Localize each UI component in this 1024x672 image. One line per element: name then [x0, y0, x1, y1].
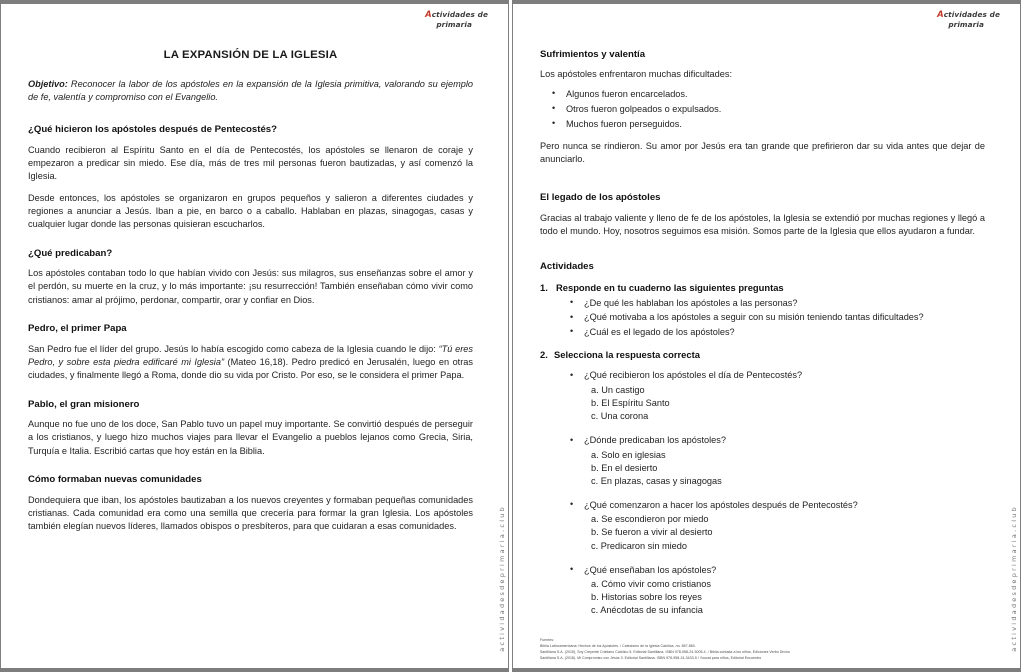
- objective-text: Reconocer la labor de los apóstoles en la expansión de la Iglesia primitiva, valorando su ejemplo de fe, valentía y compromiso con el Evangelio.: [28, 79, 473, 103]
- list-item: • Algunos fueron encarcelados.: [540, 88, 985, 102]
- list-item: • Muchos fueron perseguidos.: [540, 118, 985, 132]
- section-heading-sufrimientos: Sufrimientos y valentía: [540, 49, 646, 60]
- left-page: [0, 0, 509, 672]
- brand-line1-right: ctividades de: [943, 10, 1000, 19]
- section-heading-pentecostes: ¿Qué hicieron los apóstoles después de Pentecostés?: [28, 124, 277, 136]
- section-heading-predicaban: ¿Qué predicaban?: [28, 247, 113, 259]
- sources-line: Biblia Latinoamericana: Hechos de los Apóstoles. / Catecismo de la Iglesia Católica, nn. 857-860.: [540, 643, 696, 648]
- sources-line: Santillana S.A. (2015), Soy Creyente Cristiano Católico 5. Editorial Santillana. ISBN 978-958-24-3005-4. / Biblia contada a los niños, Ediciones Verbo Divino: [540, 649, 790, 654]
- section-heading-pablo: Pablo, el gran misionero: [28, 398, 140, 410]
- mcq-question: • ¿Dónde predicaban los apóstoles?: [540, 434, 985, 448]
- suffering-section: [540, 49, 985, 166]
- mcq-option: a. Se escondieron por miedo: [591, 514, 709, 525]
- section-heading-legado: El legado de los apóstoles: [540, 192, 661, 204]
- objective-label: Objetivo:: [28, 79, 68, 89]
- brand-initial-right: A: [937, 9, 944, 19]
- brand-logo: [402, 9, 488, 29]
- pedro-quote: “Tú eres Pedro, y sobre esta piedra edificaré mi Iglesia”: [28, 343, 473, 367]
- left-page-content: [1, 4, 495, 668]
- mcq-option: b. Historias sobre los reyes: [591, 592, 702, 603]
- list-item: • ¿De qué les hablaban los apóstoles a las personas?: [540, 297, 985, 311]
- mcq-option: c. Predicaron sin miedo: [591, 540, 688, 551]
- paragraph-pedro: [28, 343, 473, 383]
- pedro-text-post: (Mateo 16,18). Pedro predicó en Jerusalén, luego en otras ciudades, y finalmente llegó a Roma, donde dio su vida por Cristo. Por eso, se le considera el primer Papa.: [28, 356, 473, 381]
- sources-line: Santillana S.A. (2018). Mi Compromiso con Jesús 3. Editorial Santillana. ISBN 978-958-24-3433-5 / Youcat para niños, Editorial Encuentro: [540, 655, 762, 660]
- legacy-paragraph: Gracias al trabajo valiente y lleno de fe de los apóstoles, la Iglesia se extendió por muchas regiones y llegó a todo el mundo. Hoy, nosotros seguimos esa misión. Somos parte de la Iglesia que ellos ayudaron a fundar.: [540, 212, 985, 237]
- list-item: • Otros fueron golpeados o expulsados.: [540, 103, 985, 117]
- right-page: [512, 0, 1021, 672]
- activity-1-number: 1.: [540, 281, 548, 293]
- activities-heading: Actividades: [540, 260, 594, 272]
- suffering-intro: Los apóstoles enfrentaron muchas dificultades:: [540, 69, 733, 80]
- watermark-right: actividadesdeprimaria.club: [1010, 505, 1018, 652]
- activity-item-1-title: [540, 281, 985, 294]
- mcq-option: b. Se fueron a vivir al desierto: [591, 527, 713, 538]
- legacy-section: [540, 192, 985, 238]
- mcq-block: [540, 369, 985, 423]
- activity-2-number: 2.: [540, 349, 548, 361]
- brand-line2: primaria: [436, 19, 472, 29]
- sources-footer: [540, 637, 994, 662]
- paragraph-comunidades: Dondequiera que iban, los apóstoles bautizaban a los nuevos creyentes y formaban pequeñas comunidades cristianas. Cada comunidad era como una semilla que crecería para formar la gran Iglesia. Los apóstoles también elegían nuevos líderes, llamados obispos o presbíteros, para que cuidaran a esas comunidades.: [28, 494, 473, 532]
- objective-paragraph: [28, 78, 473, 104]
- activity-item-2-title: [540, 348, 985, 361]
- brand-line1: ctividades de: [431, 10, 488, 19]
- watermark-left: actividadesdeprimaria.club: [498, 505, 506, 652]
- mcq-option: a. Solo en iglesias: [591, 449, 666, 460]
- paragraph-pentecostes-1: Cuando recibieron al Espíritu Santo en el día de Pentecostés, los apóstoles se llenaron de coraje y empezaron a predicar sin miedo. Ese día, más de tres mil personas fueron bautizadas, y así comenzó la Iglesia.: [28, 144, 473, 182]
- suffering-closing: Pero nunca se rindieron. Su amor por Jesús era tan grande que prefirieron dar su vida antes que dejar de anunciarlo.: [540, 140, 985, 165]
- mcq-option: c. Anécdotas de su infancia: [591, 605, 703, 616]
- mcq-block: [540, 499, 985, 553]
- mcq-question: • ¿Qué comenzaron a hacer los apóstoles después de Pentecostés?: [540, 499, 985, 513]
- mcq-option: c. En plazas, casas y sinagogas: [591, 475, 722, 486]
- activity-2-label: Selecciona la respuesta correcta: [554, 349, 700, 361]
- brand-initial: A: [425, 9, 432, 19]
- document-title: LA EXPANSIÓN DE LA IGLESIA: [163, 49, 338, 61]
- paragraph-pentecostes-2: Desde entonces, los apóstoles se organizaron en grupos pequeños y salieron a diferentes ciudades y regiones a anunciar a Jesús. Iban a pie, en barco o a caballo. Hablaban en plazas, sinagogas, casas y cualquier lugar donde las personas quisieran escucharlos.: [28, 192, 473, 230]
- section-heading-pedro: Pedro, el primer Papa: [28, 323, 127, 335]
- brand-line2-right: primaria: [948, 19, 984, 29]
- mcq-option: a. Cómo vivir como cristianos: [591, 579, 711, 590]
- mcq-option: b. En el desierto: [591, 462, 658, 473]
- mcq-option: b. El Espíritu Santo: [591, 398, 670, 409]
- mcq-block: [540, 434, 985, 488]
- list-item: • ¿Qué motivaba a los apóstoles a seguir con su misión teniendo tantas dificultades?: [540, 311, 985, 325]
- mcq-block: [540, 564, 985, 618]
- mcq-question: • ¿Qué recibieron los apóstoles el día de Pentecostés?: [540, 369, 985, 383]
- activities-section: [540, 261, 985, 618]
- activity-1-question-list: [540, 297, 985, 340]
- sources-label: Fuentes:: [540, 637, 555, 642]
- list-item: • ¿Cuál es el legado de los apóstoles?: [540, 326, 985, 340]
- pedro-text-pre: San Pedro fue el líder del grupo. Jesús lo había escogido como cabeza de la Iglesia cuando le dijo:: [28, 343, 439, 354]
- mcq-option: c. Una corona: [591, 411, 649, 422]
- paragraph-pablo: Aunque no fue uno de los doce, San Pablo tuvo un papel muy importante. Se convirtió después de perseguir a los cristianos, y luego hizo muchos viajes para llevar el Evangelio a pueblos lejanos como Grecia, Siria, Turquía e Italia. Escribió cartas que hoy están en la Biblia.: [28, 419, 473, 456]
- activity-1-label: Responde en tu cuaderno las siguientes preguntas: [556, 281, 784, 293]
- right-page-content: [513, 4, 1007, 668]
- mcq-option: a. Un castigo: [591, 384, 645, 395]
- brand-logo-right: [914, 9, 1000, 29]
- paragraph-predicaban: Los apóstoles contaban todo lo que habían vivido con Jesús: sus milagros, sus enseñanzas sobre el amor y el perdón, su muerte en la cruz, y lo más importante: ¡su resurrección! También enseñaban cómo vivir como cristianos: amar al prójimo, perdonar, compartir, orar y confiar en Dios.: [28, 268, 473, 305]
- mcq-question: • ¿Qué enseñaban los apóstoles?: [540, 564, 985, 578]
- section-heading-comunidades: Cómo formaban nuevas comunidades: [28, 474, 202, 486]
- suffering-bullet-list: [540, 88, 985, 132]
